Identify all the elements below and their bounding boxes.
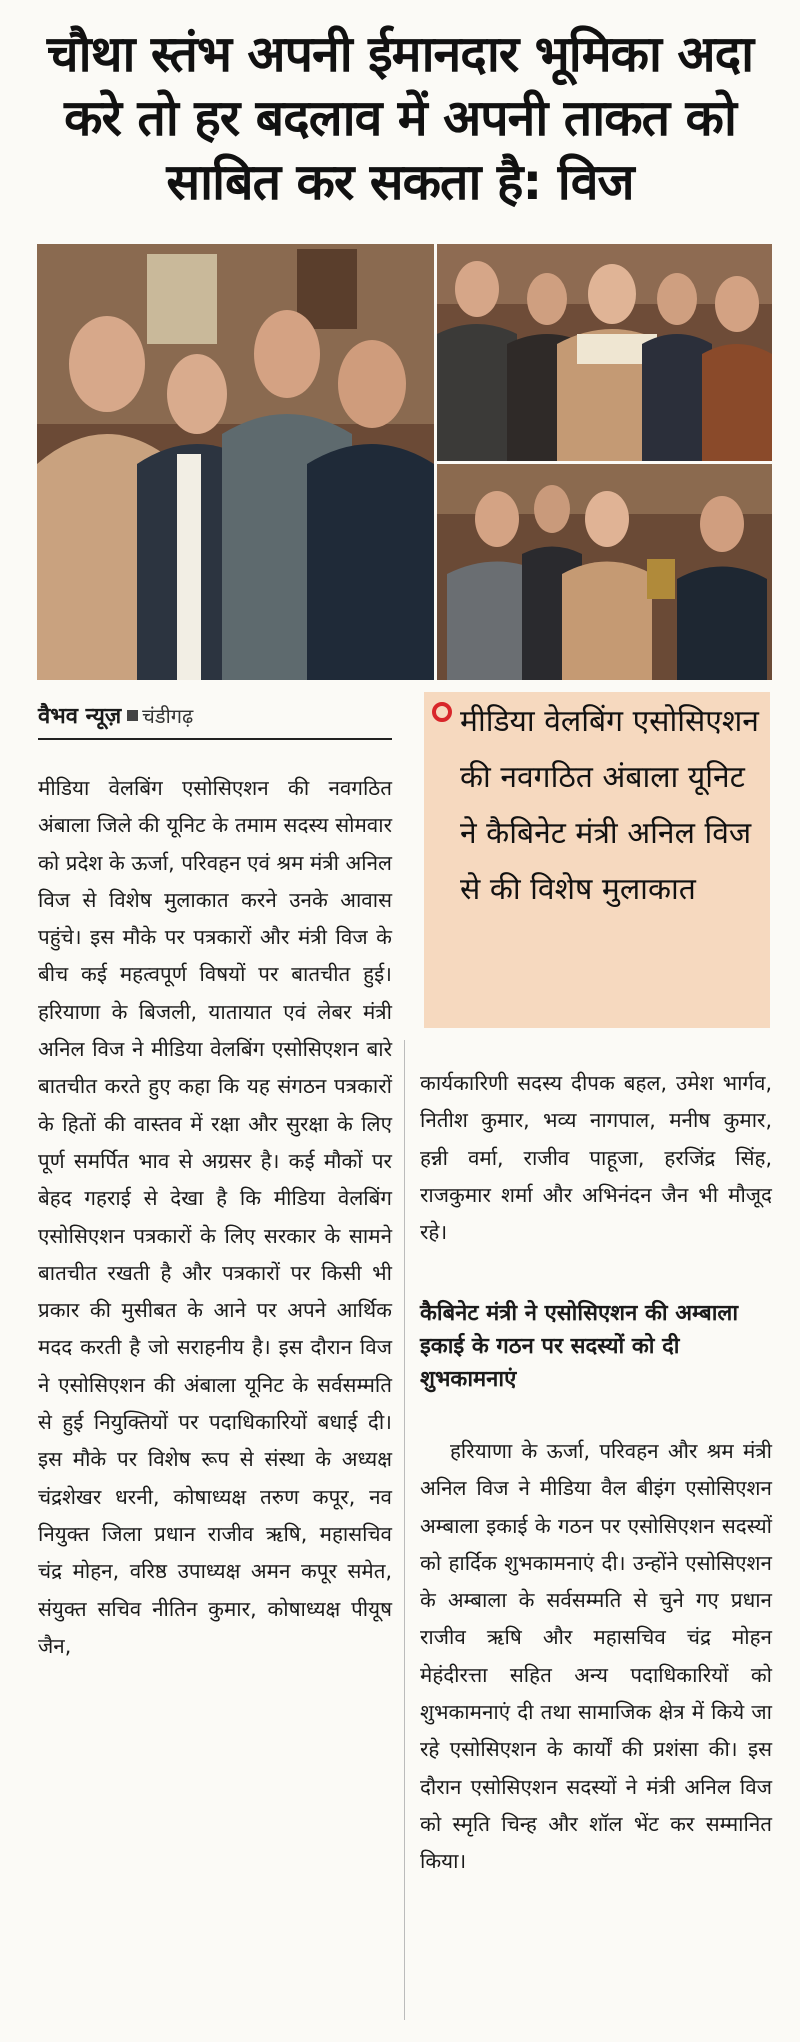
left-column-text: मीडिया वेलबिंग एसोसिएशन की नवगठित अंबाला जिले की यूनिट के तमाम सदस्य सोमवार को प्रदेश के ऊर्जा, परिवहन एवं श्रम मंत्री अनिल विज से विशेष मुलाकात करने उनके आवास पहुंचे। इस मौके पर पत्रकारों और मंत्री विज के बीच कई महत्वपूर्ण विषयों पर बातचीत हुई। हरियाणा के बिजली, यातायात एवं लेबर मंत्री अनिल विज ने मीडिया वेलबिंग एसोसिएशन बारे बातचीत करते हुए कहा कि यह संगठन पत्रकारों के हितों की वास्तव में रक्षा और सुरक्षा के लिए पूर्ण समर्पित भाव से अग्रसर है। कई मौकों पर बेहद गहराई से देखा है कि मीडिया वेलबिंग एसोसिएशन पत्रकारों के लिए सरकार के सामने बातचीत रखती है और पत्रकारों पर किसी भी प्रकार की मुसीबत के आने पर अपने आर्थिक मदद करती है जो सराहनीय है। इस दौरान विज ने एसोसिएशन की अंबाला यूनिट के सर्वसम्मति से हुई नियुक्तियों पर पदाधिकारियों बधाई दी। इस मौके पर विशेष रूप से संस्था के अध्यक्ष चंद्रशेखर धरनी, कोषाध्यक्ष तरुण कपूर, नव नियुक्त जिला प्रधान राजीव ऋषि, महासचिव चंद्र मोहन, वरिष्ठ उपाध्यक्ष अमन कपूर समेत, संयुक्त सचिव नीतिन कुमार, कोषाध्यक्ष पीयूष जैन, — [38, 776, 392, 1658]
right-column-top-text: कार्यकारिणी सदस्य दीपक बहल, उमेश भार्गव, नितीश कुमार, भव्य नागपाल, मनीष कुमार, हन्नी वर्मा, राजीव पाहूजा, हरजिंद्र सिंह, राजकुमार शर्मा और अभिनंदन जैन भी मौजूद रहे। — [420, 1071, 772, 1245]
byline-source: वैभव न्यूज़ — [38, 704, 122, 729]
byline-square-icon — [127, 710, 138, 721]
byline-rule — [38, 738, 392, 740]
highlight-box — [424, 692, 770, 1028]
group-photo — [37, 244, 434, 680]
subheading: कैबिनेट मंत्री ने एसोसिएशन की अम्बाला इकाई के गठन पर सदस्यों को दी शुभकामनाएं — [420, 1301, 739, 1392]
byline-city: चंडीगढ़ — [142, 704, 194, 728]
column-divider — [404, 1040, 405, 2020]
headline: चौथा स्तंभ अपनी ईमानदार भूमिका अदा करे तो हर बदलाव में अपनी ताकत को साबित कर सकता है: विज — [46, 25, 754, 211]
highlight-text: मीडिया वेलबिंग एसोसिएशन की नवगठित अंबाला यूनिट ने कैबिनेट मंत्री अनिल विज से की विशेष मुलाकात — [460, 704, 759, 907]
article-left-column — [38, 770, 392, 1665]
ring-bullet-icon — [432, 702, 452, 722]
article-right-column-bottom: हरियाणा के ऊर्जा, परिवहन और श्रम मंत्री अनिल विज ने मीडिया वैल बीइंग एसोसिएशन अम्बाला इकाई के गठन पर एसोसिएशन सदस्यों को हार्दिक शुभकामनाएं दी। उन्होंने एसोसिएशन के अम्बाला के सर्वसम्मति से चुने गए प्रधान राजीव ऋषि और महासचिव चंद्र मोहन मेहंदीरत्ता सहित अन्य पदाधिकारियों को शुभकामनाएं दी तथा सामाजिक क्षेत्र में किये जा रहे एसोसिएशन के कार्यों की प्रशंसा की। इस दौरान एसोसिएशन सदस्यों ने मंत्री अनिल विज को स्मृति चिन्ह और शॉल भेंट कर सम्मानित किया। — [420, 1439, 772, 1874]
byline — [38, 700, 390, 730]
memento-photo — [437, 464, 772, 680]
article-right-column-top — [420, 1065, 772, 1251]
shawl-photo — [437, 244, 772, 461]
